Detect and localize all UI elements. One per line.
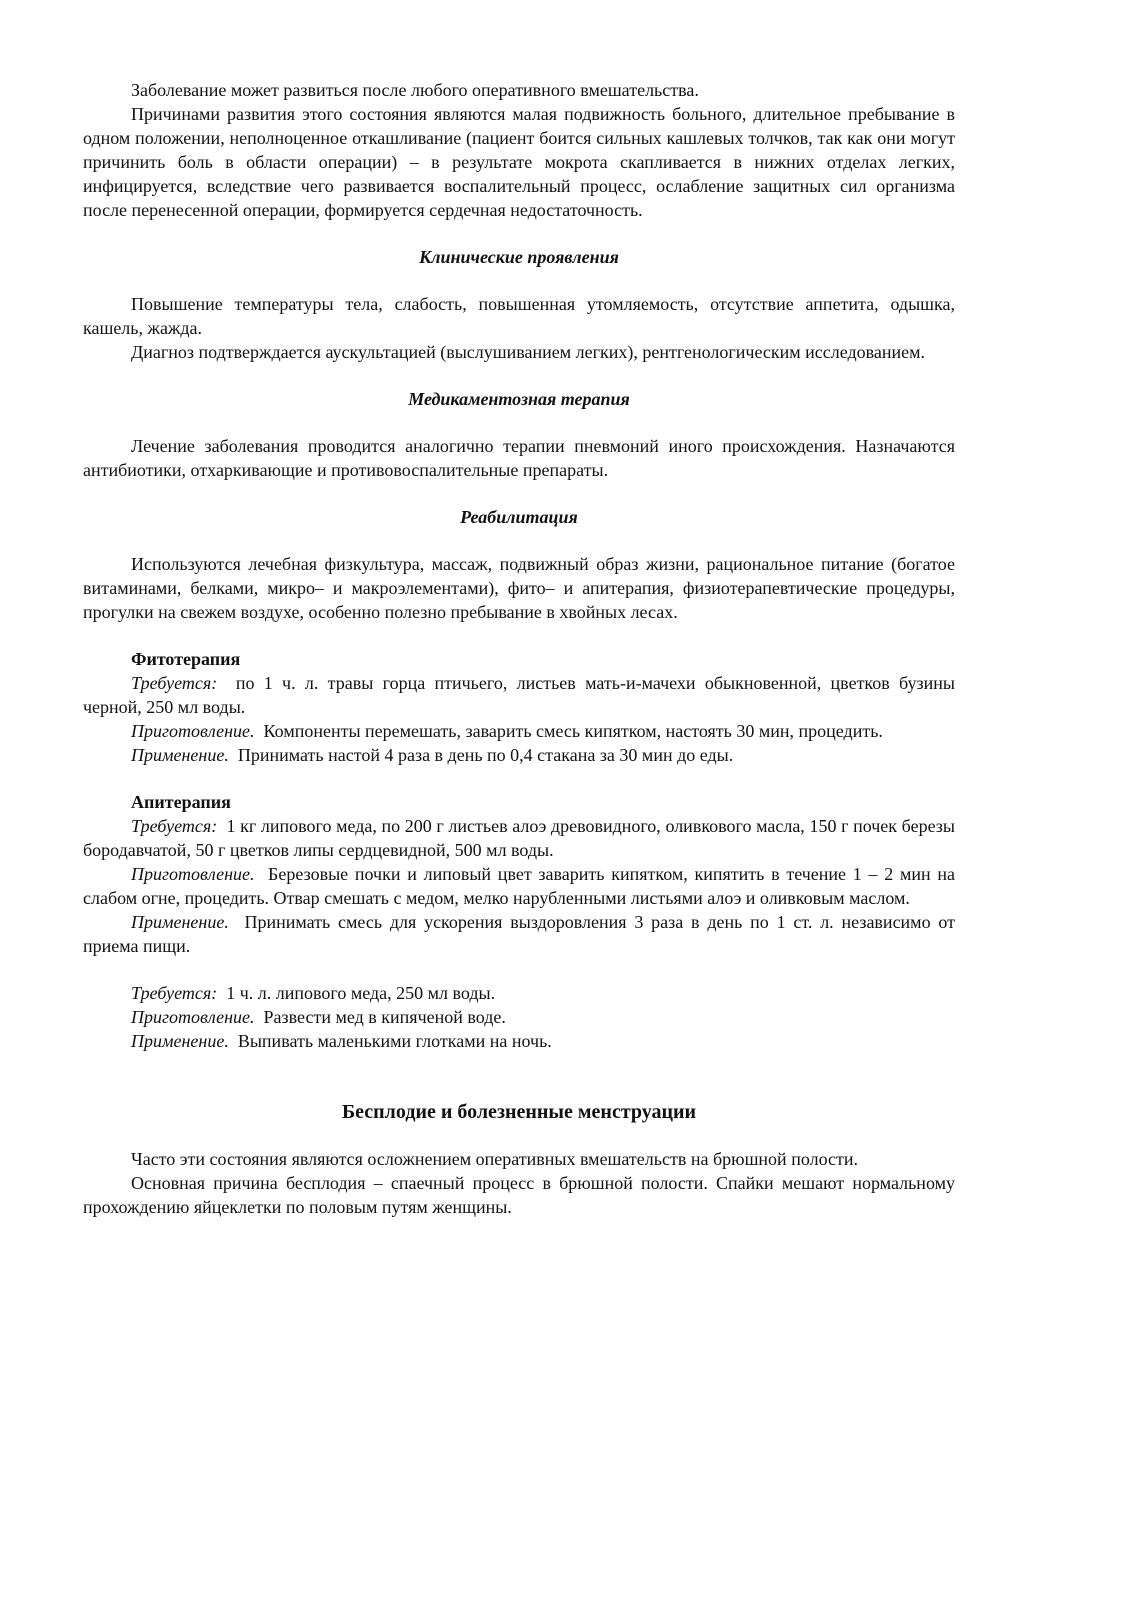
heading-infertility: Бесплодие и болезненные менструации (341, 1101, 697, 1123)
requirements-label: Требуется: (131, 673, 218, 693)
api2-usage (83, 1029, 955, 1053)
heading-drug-therapy: Медикаментозная терапия (408, 389, 630, 409)
spacer (83, 364, 955, 387)
heading-apitherapy: Апитерапия (131, 792, 231, 812)
requirements-text: 1 кг липового меда, по 200 г листьев алоэ древовидного, оливкового масла, 150 г почек березы бородавчатой, 50 г цветков липы сердцевидной, 500 мл воды. (83, 816, 955, 860)
clinical-paragraph-2: Диагноз подтверждается аускультацией (выслушиванием легких), рентгенологическим исследованием. (131, 342, 926, 362)
api2-requirements (83, 981, 955, 1005)
rehab-paragraph-1: Используются лечебная физкультура, массаж, подвижный образ жизни, рациональное питание (богатое витаминами, белками, микро– и макроэлементами), фито– и апитерапия, физиотерапевтические процедуры, прогулки на свежем воздухе, особенно полезно пребывание в хвойных лесах. (83, 554, 955, 622)
usage-text: Принимать смесь для ускорения выздоровления 3 раза в день по 1 ст. л. независимо от приема пищи. (83, 912, 956, 956)
preparation-text: Развести мед в кипяченой воде. (263, 1007, 506, 1027)
api-usage (83, 910, 955, 958)
preparation-text: Компоненты перемешать, заварить смесь кипятком, настоять 30 мин, процедить. (263, 721, 883, 741)
api-requirements (83, 814, 955, 862)
drug-paragraph-1: Лечение заболевания проводится аналогично терапии пневмоний иного происхождения. Назначаются антибиотики, отхаркивающие и противовоспалительные препараты. (83, 436, 955, 480)
heading-rehabilitation: Реабилитация (460, 507, 578, 527)
requirements-label: Требуется: (131, 983, 218, 1003)
preparation-label: Приготовление. (131, 721, 255, 741)
spacer (83, 1124, 955, 1147)
spacer (83, 958, 955, 981)
spacer (83, 1053, 955, 1100)
spacer (83, 767, 955, 790)
phyto-usage (83, 743, 955, 767)
intro-paragraph-1: Заболевание может развиться после любого оперативного вмешательства. (131, 80, 699, 100)
usage-label: Применение. (131, 1031, 229, 1051)
requirements-text: 1 ч. л. липового меда, 250 мл воды. (226, 983, 496, 1003)
spacer (83, 529, 955, 552)
requirements-text: по 1 ч. л. травы горца птичьего, листьев мать-и-мачехи обыкновенной, цветков бузины черной, 250 мл воды. (83, 673, 955, 717)
intro-paragraph-2: Причинами развития этого состояния являются малая подвижность больного, длительное пребывание в одном положении, неполноценное откашливание (пациент боится сильных кашлевых толчков, так как они могут причинить боль в области операции) – в результате мокрота скапливается в нижних отделах легких, инфицируется, вследствие чего развивается воспалительный процесс, ослабление защитных сил организма после перенесенной операции, формируется сердечная недостаточность. (83, 104, 955, 220)
page-content (83, 78, 955, 1219)
spacer (83, 222, 955, 245)
spacer (83, 624, 955, 647)
heading-phytotherapy: Фитотерапия (131, 649, 241, 669)
api-preparation (83, 862, 955, 910)
usage-text: Принимать настой 4 раза в день по 0,4 стакана за 30 мин до еды. (237, 745, 734, 765)
heading-clinical: Клинические проявления (419, 247, 619, 267)
usage-label: Применение. (131, 912, 229, 932)
preparation-label: Приготовление. (131, 864, 255, 884)
infertility-paragraph-2: Основная причина бесплодия – спаечный процесс в брюшной полости. Спайки мешают нормальному прохождению яйцеклетки по половым путям женщины. (83, 1173, 955, 1217)
spacer (83, 411, 955, 434)
usage-label: Применение. (131, 745, 229, 765)
infertility-paragraph-1: Часто эти состояния являются осложнением оперативных вмешательств на брюшной полости. (131, 1149, 859, 1169)
api2-preparation (83, 1005, 955, 1029)
phyto-requirements (83, 671, 955, 719)
clinical-paragraph-1: Повышение температуры тела, слабость, повышенная утомляемость, отсутствие аппетита, одышка, кашель, жажда. (83, 294, 955, 338)
requirements-label: Требуется: (131, 816, 218, 836)
phyto-preparation (83, 719, 955, 743)
spacer (83, 482, 955, 505)
spacer (83, 269, 955, 292)
preparation-text: Березовые почки и липовый цвет заварить кипятком, кипятить в течение 1 – 2 мин на слабом огне, процедить. Отвар смешать с медом, мелко нарубленными листьями алоэ и оливковым маслом. (83, 864, 955, 908)
usage-text: Выпивать маленькими глотками на ночь. (237, 1031, 552, 1051)
preparation-label: Приготовление. (131, 1007, 255, 1027)
